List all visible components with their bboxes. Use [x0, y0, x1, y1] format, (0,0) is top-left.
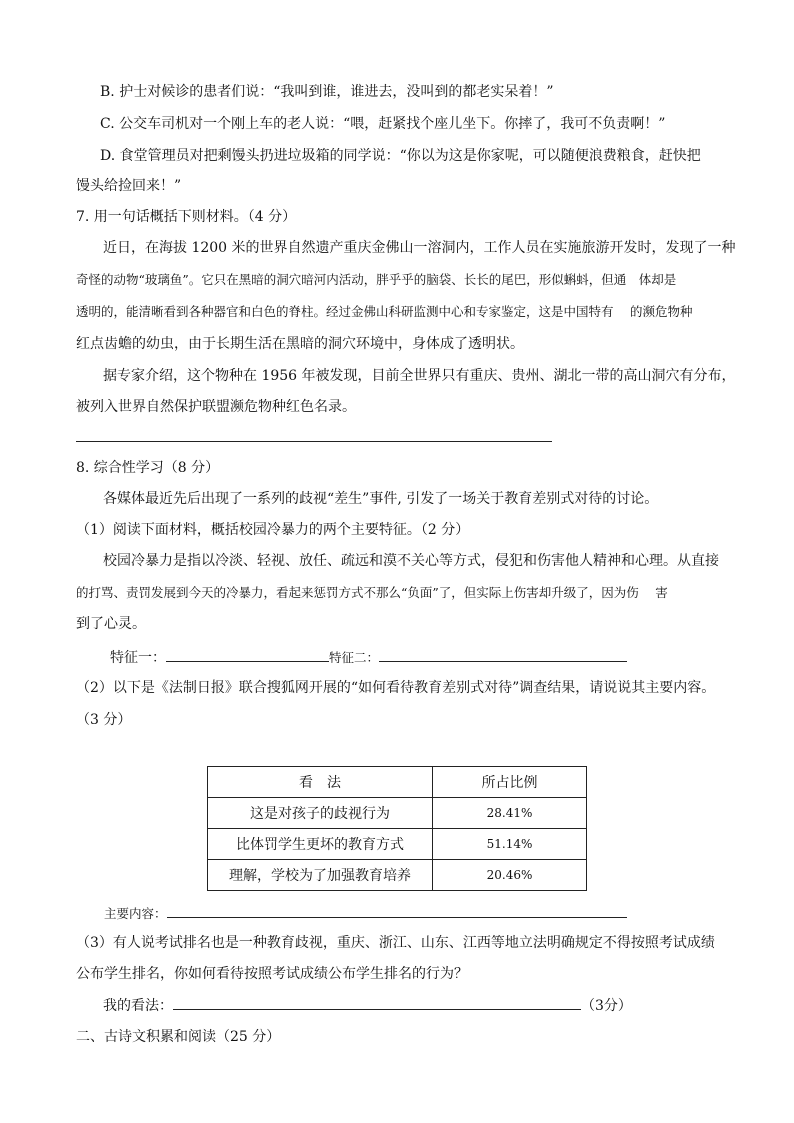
table-cell-view: 理解，学校为了加强教育培养: [208, 860, 433, 891]
q6-option-b: B. 护士对候诊的患者们说：“我叫到谁，谁进去，没叫到的都老实呆着！”: [100, 84, 554, 100]
main-content-row: [104, 903, 627, 924]
q8-sub2-title-line1: （2）以下是《法制日报》联合搜狐网开展的“如何看待教育差别式对待”调查结果，请说说其主要内容。: [76, 680, 716, 696]
main-content-label: 主要内容：: [104, 906, 167, 921]
q7-paragraph2-line2: 被列入世界自然保护联盟濒危物种红色名录。: [76, 399, 356, 415]
feature-two-label: 特征二：: [329, 650, 380, 665]
q8-sub3-line2: 公布学生排名，你如何看待按照考试成绩公布学生排名的行为？: [76, 966, 468, 982]
survey-table: [207, 766, 587, 891]
q8-title: 8. 综合性学习（8 分）: [76, 460, 220, 476]
q7-paragraph1-line3: 透明的，能清晰看到各种器官和白色的脊柱。经过金佛山科研监测中心和专家鉴定，这是中国特有 的濒危物种: [76, 304, 693, 319]
table-cell-view: 这是对孩子的歧视行为: [208, 798, 433, 829]
q7-title: 7. 用一句话概括下则材料。（4 分）: [76, 209, 297, 225]
my-view-label: 我的看法：: [103, 998, 173, 1014]
table-row: [208, 798, 587, 829]
table-row: [208, 860, 587, 891]
q7-answer-line[interactable]: [76, 441, 552, 442]
feature-one-label: 特征一：: [110, 650, 166, 666]
q6-option-d-line2: 馒头给捡回来！”: [76, 178, 182, 194]
feature-one-blank[interactable]: [166, 647, 329, 662]
q7-paragraph1-line2: 奇怪的动物“玻璃鱼”。它只在黑暗的洞穴暗河内活动，胖乎乎的脑袋、长长的尾巴，形似蝌蚪，但通 体却是: [76, 272, 677, 287]
table-header-ratio: 所占比例: [433, 767, 587, 798]
section2-title: 二、古诗文积累和阅读（25 分）: [76, 1029, 281, 1045]
my-view-blank[interactable]: [173, 995, 581, 1010]
table-header-row: [208, 767, 587, 798]
my-view-points: （3分）: [581, 998, 632, 1014]
q8-sub1-line3: 到了心灵。: [76, 616, 146, 632]
table-row: [208, 829, 587, 860]
q8-sub1-title: （1）阅读下面材料，概括校园冷暴力的两个主要特征。（2 分）: [76, 522, 470, 538]
main-content-blank[interactable]: [167, 903, 627, 918]
q6-option-c: C. 公交车司机对一个刚上车的老人说：“喂，赶紧找个座儿坐下。你摔了，我可不负责啊！”: [100, 116, 666, 132]
q6-option-d-line1: D. 食堂管理员对把剩馒头扔进垃圾箱的同学说：“你以为这是你家呢，可以随便浪费粮食，赶快把: [100, 148, 701, 164]
table-cell-ratio: 51.14%: [433, 829, 587, 860]
q8-sub1-line2: 的打骂、责罚发展到今天的冷暴力，看起来惩罚方式不那么“负面”了，但实际上伤害却升级了，因为伤 害: [76, 585, 668, 600]
table-cell-ratio: 20.46%: [433, 860, 587, 891]
table-cell-view: 比体罚学生更坏的教育方式: [208, 829, 433, 860]
q8-sub2-title-line2: （3 分）: [76, 712, 132, 728]
q8-sub3-line1: （3）有人说考试排名也是一种教育歧视，重庆、浙江、山东、江西等地立法明确规定不得按照考试成绩: [76, 935, 715, 951]
feature-one-row: [110, 647, 627, 668]
feature-two-blank[interactable]: [379, 647, 627, 662]
q8-intro: 各媒体最近先后出现了一系列的歧视“差生”事件, 引发了一场关于教育差别式对待的讨论。: [103, 491, 659, 507]
q7-paragraph1-line1: 近日，在海拔 1200 米的世界自然遗产重庆金佛山一溶洞内，工作人员在实施旅游开发时，发现了一种: [103, 240, 736, 256]
q8-sub1-line1: 校园冷暴力是指以冷淡、轻视、放任、疏远和漠不关心等方式，侵犯和伤害他人精神和心理。从直接: [103, 553, 719, 569]
q7-paragraph1-line4: 红点齿蟾的幼虫，由于长期生活在黑暗的洞穴环境中，身体成了透明状。: [76, 336, 524, 352]
table-header-view: 看 法: [208, 767, 433, 798]
table-cell-ratio: 28.41%: [433, 798, 587, 829]
my-view-row: [103, 995, 632, 1016]
q7-paragraph2-line1: 据专家介绍，这个物种在 1956 年被发现，目前全世界只有重庆、贵州、湖北一带的高山洞穴有分布，: [103, 368, 736, 384]
